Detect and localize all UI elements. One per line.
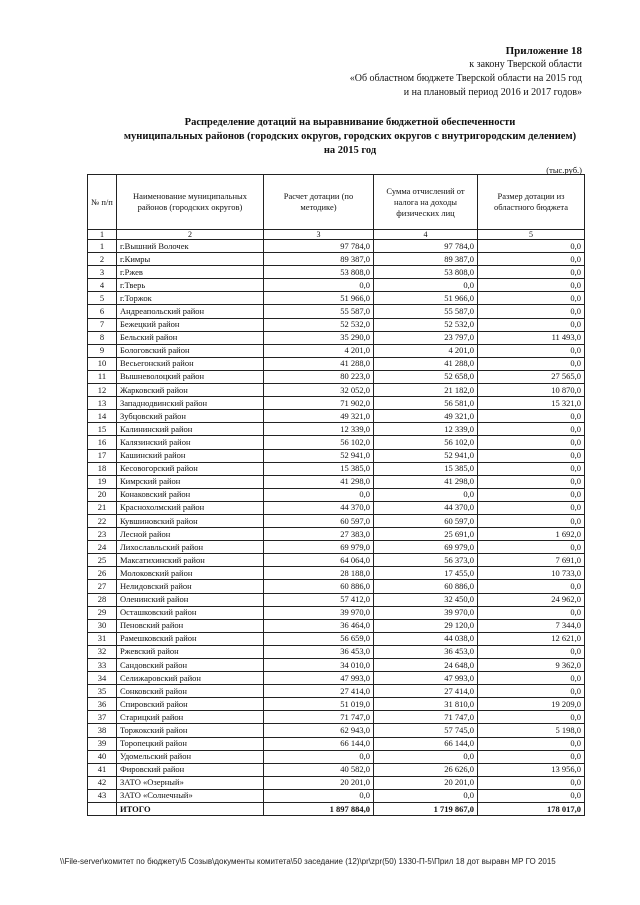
subsidy-amount: 7 344,0 xyxy=(478,619,585,632)
tax-deduction: 15 385,0 xyxy=(374,462,478,475)
calculated-subsidy: 0,0 xyxy=(264,279,374,292)
tax-deduction: 56 581,0 xyxy=(374,397,478,410)
subsidy-amount: 27 565,0 xyxy=(478,370,585,383)
municipality-name: Бологовский район xyxy=(117,344,264,357)
subsidy-amount: 0,0 xyxy=(478,266,585,279)
table-row xyxy=(88,514,585,527)
column-number: 5 xyxy=(478,230,585,240)
calculated-subsidy: 39 970,0 xyxy=(264,606,374,619)
subsidy-amount: 0,0 xyxy=(478,279,585,292)
row-number: 18 xyxy=(88,462,117,475)
municipality-name: Максатихинский район xyxy=(117,554,264,567)
tax-deduction: 29 120,0 xyxy=(374,619,478,632)
row-number: 14 xyxy=(88,410,117,423)
subsidy-amount: 5 198,0 xyxy=(478,724,585,737)
row-number: 40 xyxy=(88,750,117,763)
municipality-name: Нелидовский район xyxy=(117,580,264,593)
row-number: 30 xyxy=(88,619,117,632)
tax-deduction: 57 745,0 xyxy=(374,724,478,737)
subsidy-amount: 0,0 xyxy=(478,488,585,501)
row-number: 25 xyxy=(88,554,117,567)
municipality-name: Рамешковский район xyxy=(117,632,264,645)
tax-deduction: 0,0 xyxy=(374,488,478,501)
row-number: 36 xyxy=(88,698,117,711)
calculated-subsidy: 97 784,0 xyxy=(264,240,374,253)
municipality-name: Молоковский район xyxy=(117,567,264,580)
subsidy-amount: 11 493,0 xyxy=(478,331,585,344)
tax-deduction: 51 966,0 xyxy=(374,292,478,305)
row-number: 28 xyxy=(88,593,117,606)
subsidy-amount: 1 692,0 xyxy=(478,528,585,541)
row-number: 7 xyxy=(88,318,117,331)
table-row xyxy=(88,449,585,462)
total-municipality-name: ИТОГО xyxy=(117,803,264,816)
subsidy-amount: 0,0 xyxy=(478,606,585,619)
tax-deduction: 52 658,0 xyxy=(374,370,478,383)
table-header-row xyxy=(88,175,585,230)
table-row xyxy=(88,331,585,344)
subsidy-amount: 0,0 xyxy=(478,580,585,593)
subsidy-amount: 15 321,0 xyxy=(478,397,585,410)
tax-deduction: 60 886,0 xyxy=(374,580,478,593)
table-row xyxy=(88,462,585,475)
subsidy-amount: 9 362,0 xyxy=(478,659,585,672)
municipality-name: ЗАТО «Солнечный» xyxy=(117,789,264,802)
annex-line-3: и на плановый период 2016 и 2017 годов» xyxy=(403,87,582,98)
file-path-footer: \\File-server\комитет по бюджету\5 Созыв\документы комитета\50 заседание (12)\pr\zpr(50) 1330-П-5\Прил 18 дот выравн МР ГО 2015 xyxy=(60,857,556,866)
header-name: Наименование муниципальных районов (городских округов) xyxy=(117,175,264,230)
table-body xyxy=(88,240,585,816)
table-row xyxy=(88,737,585,750)
subsidy-amount: 0,0 xyxy=(478,449,585,462)
row-number: 20 xyxy=(88,488,117,501)
municipality-name: Фировский район xyxy=(117,763,264,776)
calculated-subsidy: 71 902,0 xyxy=(264,397,374,410)
subsidy-amount: 0,0 xyxy=(478,475,585,488)
table-row xyxy=(88,344,585,357)
municipality-name: Кувшиновский район xyxy=(117,514,264,527)
row-number: 13 xyxy=(88,397,117,410)
table-row xyxy=(88,685,585,698)
tax-deduction: 97 784,0 xyxy=(374,240,478,253)
tax-deduction: 55 587,0 xyxy=(374,305,478,318)
table-row xyxy=(88,593,585,606)
subsidy-amount: 0,0 xyxy=(478,737,585,750)
tax-deduction: 69 979,0 xyxy=(374,541,478,554)
document-title xyxy=(60,116,640,158)
table-row xyxy=(88,410,585,423)
table-row xyxy=(88,619,585,632)
subsidy-amount: 0,0 xyxy=(478,645,585,658)
table-row xyxy=(88,279,585,292)
calculated-subsidy: 36 453,0 xyxy=(264,645,374,658)
municipality-name: Старицкий район xyxy=(117,711,264,724)
tax-deduction: 44 370,0 xyxy=(374,501,478,514)
subsidy-amount: 0,0 xyxy=(478,240,585,253)
subsidy-amount: 0,0 xyxy=(478,410,585,423)
table-row xyxy=(88,567,585,580)
municipality-name: Ржевский район xyxy=(117,645,264,658)
municipality-name: Калязинский район xyxy=(117,436,264,449)
tax-deduction: 41 298,0 xyxy=(374,475,478,488)
calculated-subsidy: 71 747,0 xyxy=(264,711,374,724)
calculated-subsidy: 55 587,0 xyxy=(264,305,374,318)
row-number: 11 xyxy=(88,370,117,383)
subsidy-amount: 24 962,0 xyxy=(478,593,585,606)
column-number: 3 xyxy=(264,230,374,240)
table-row xyxy=(88,554,585,567)
calculated-subsidy: 56 659,0 xyxy=(264,632,374,645)
unit-label: (тыс.руб.) xyxy=(546,165,582,175)
subsidy-amount: 0,0 xyxy=(478,253,585,266)
tax-deduction: 0,0 xyxy=(374,750,478,763)
row-number: 10 xyxy=(88,357,117,370)
table-row xyxy=(88,240,585,253)
row-number: 31 xyxy=(88,632,117,645)
tax-deduction: 44 038,0 xyxy=(374,632,478,645)
table-row xyxy=(88,436,585,449)
table-row xyxy=(88,711,585,724)
calculated-subsidy: 49 321,0 xyxy=(264,410,374,423)
subsidy-amount: 19 209,0 xyxy=(478,698,585,711)
tax-deduction: 31 810,0 xyxy=(374,698,478,711)
table-row xyxy=(88,384,585,397)
row-number: 16 xyxy=(88,436,117,449)
tax-deduction: 56 102,0 xyxy=(374,436,478,449)
table-row xyxy=(88,698,585,711)
row-number: 23 xyxy=(88,528,117,541)
municipality-name: Западнодвинский район xyxy=(117,397,264,410)
table-row xyxy=(88,423,585,436)
tax-deduction: 47 993,0 xyxy=(374,672,478,685)
tax-deduction: 26 626,0 xyxy=(374,763,478,776)
municipality-name: Лесной район xyxy=(117,528,264,541)
municipality-name: Сонковский район xyxy=(117,685,264,698)
row-number: 8 xyxy=(88,331,117,344)
row-number: 37 xyxy=(88,711,117,724)
calculated-subsidy: 36 464,0 xyxy=(264,619,374,632)
column-number: 2 xyxy=(117,230,264,240)
municipality-name: Спировский район xyxy=(117,698,264,711)
calculated-subsidy: 52 532,0 xyxy=(264,318,374,331)
calculated-subsidy: 27 383,0 xyxy=(264,528,374,541)
tax-deduction: 39 970,0 xyxy=(374,606,478,619)
annex-header xyxy=(350,44,582,100)
calculated-subsidy: 35 290,0 xyxy=(264,331,374,344)
table-row xyxy=(88,266,585,279)
calculated-subsidy: 53 808,0 xyxy=(264,266,374,279)
row-number: 15 xyxy=(88,423,117,436)
tax-deduction: 60 597,0 xyxy=(374,514,478,527)
row-number: 29 xyxy=(88,606,117,619)
table-row xyxy=(88,370,585,383)
calculated-subsidy: 15 385,0 xyxy=(264,462,374,475)
tax-deduction: 12 339,0 xyxy=(374,423,478,436)
tax-deduction: 52 532,0 xyxy=(374,318,478,331)
table-row xyxy=(88,789,585,802)
tax-deduction: 41 288,0 xyxy=(374,357,478,370)
table-row xyxy=(88,606,585,619)
municipality-name: Селижаровский район xyxy=(117,672,264,685)
header-calculation: Расчет дотации (по методике) xyxy=(264,175,374,230)
municipality-name: Кашинский район xyxy=(117,449,264,462)
table-row xyxy=(88,475,585,488)
tax-deduction: 4 201,0 xyxy=(374,344,478,357)
row-number: 6 xyxy=(88,305,117,318)
municipality-name: Удомельский район xyxy=(117,750,264,763)
tax-deduction: 56 373,0 xyxy=(374,554,478,567)
column-number: 4 xyxy=(374,230,478,240)
table-row xyxy=(88,501,585,514)
row-number: 21 xyxy=(88,501,117,514)
row-number: 9 xyxy=(88,344,117,357)
subsidy-amount: 13 956,0 xyxy=(478,763,585,776)
row-number: 1 xyxy=(88,240,117,253)
subsidy-amount: 0,0 xyxy=(478,423,585,436)
tax-deduction: 66 144,0 xyxy=(374,737,478,750)
calculated-subsidy: 4 201,0 xyxy=(264,344,374,357)
calculated-subsidy: 62 943,0 xyxy=(264,724,374,737)
table-row xyxy=(88,488,585,501)
subsidy-amount: 0,0 xyxy=(478,685,585,698)
calculated-subsidy: 44 370,0 xyxy=(264,501,374,514)
municipality-name: Кимрский район xyxy=(117,475,264,488)
row-number: 4 xyxy=(88,279,117,292)
row-number: 27 xyxy=(88,580,117,593)
municipality-name: г.Ржев xyxy=(117,266,264,279)
row-number: 35 xyxy=(88,685,117,698)
total-tax-deduction: 1 719 867,0 xyxy=(374,803,478,816)
total-subsidy-amount: 178 017,0 xyxy=(478,803,585,816)
municipality-name: г.Торжок xyxy=(117,292,264,305)
tax-deduction: 21 182,0 xyxy=(374,384,478,397)
row-number: 26 xyxy=(88,567,117,580)
row-number: 34 xyxy=(88,672,117,685)
calculated-subsidy: 56 102,0 xyxy=(264,436,374,449)
table-row xyxy=(88,763,585,776)
calculated-subsidy: 41 288,0 xyxy=(264,357,374,370)
document-title-line-1: Распределение дотаций на выравнивание бюджетной обеспеченности xyxy=(184,117,516,128)
table-row xyxy=(88,253,585,266)
subsidy-amount: 0,0 xyxy=(478,789,585,802)
municipality-name: Зубцовский район xyxy=(117,410,264,423)
table-row xyxy=(88,724,585,737)
municipality-name: ЗАТО «Озерный» xyxy=(117,776,264,789)
tax-deduction: 23 797,0 xyxy=(374,331,478,344)
table-row xyxy=(88,292,585,305)
header-subsidy: Размер дотации из областного бюджета xyxy=(478,175,585,230)
tax-deduction: 25 691,0 xyxy=(374,528,478,541)
tax-deduction: 20 201,0 xyxy=(374,776,478,789)
column-number: 1 xyxy=(88,230,117,240)
calculated-subsidy: 0,0 xyxy=(264,789,374,802)
calculated-subsidy: 41 298,0 xyxy=(264,475,374,488)
calculated-subsidy: 34 010,0 xyxy=(264,659,374,672)
header-number: № п/п xyxy=(88,175,117,230)
document-title-line-2: муниципальных районов (городских округов, городских округов с внутригородским делением) xyxy=(123,131,577,142)
tax-deduction: 27 414,0 xyxy=(374,685,478,698)
tax-deduction: 17 455,0 xyxy=(374,567,478,580)
column-number-row xyxy=(88,230,585,240)
row-number: 22 xyxy=(88,514,117,527)
subsidy-amount: 0,0 xyxy=(478,357,585,370)
table-row xyxy=(88,357,585,370)
table-row xyxy=(88,305,585,318)
row-number: 41 xyxy=(88,763,117,776)
tax-deduction: 49 321,0 xyxy=(374,410,478,423)
subsidy-amount: 0,0 xyxy=(478,776,585,789)
municipality-name: Осташковский район xyxy=(117,606,264,619)
municipality-name: Калининский район xyxy=(117,423,264,436)
row-number: 38 xyxy=(88,724,117,737)
municipality-name: Жарковский район xyxy=(117,384,264,397)
municipality-name: Торжокский район xyxy=(117,724,264,737)
calculated-subsidy: 64 064,0 xyxy=(264,554,374,567)
table-row xyxy=(88,659,585,672)
total-row xyxy=(88,803,585,816)
calculated-subsidy: 80 223,0 xyxy=(264,370,374,383)
calculated-subsidy: 12 339,0 xyxy=(264,423,374,436)
calculated-subsidy: 40 582,0 xyxy=(264,763,374,776)
header-tax-deductions: Сумма отчислений от налога на доходы физических лиц xyxy=(374,175,478,230)
tax-deduction: 52 941,0 xyxy=(374,449,478,462)
subsidy-amount: 0,0 xyxy=(478,672,585,685)
row-number: 43 xyxy=(88,789,117,802)
table-row xyxy=(88,528,585,541)
row-number: 17 xyxy=(88,449,117,462)
subsidy-amount: 0,0 xyxy=(478,711,585,724)
subsidy-amount: 0,0 xyxy=(478,501,585,514)
row-number: 39 xyxy=(88,737,117,750)
calculated-subsidy: 47 993,0 xyxy=(264,672,374,685)
municipality-name: Бельский район xyxy=(117,331,264,344)
subsidy-amount: 10 733,0 xyxy=(478,567,585,580)
municipality-name: Лихославльский район xyxy=(117,541,264,554)
tax-deduction: 0,0 xyxy=(374,279,478,292)
tax-deduction: 32 450,0 xyxy=(374,593,478,606)
municipality-name: Бежецкий район xyxy=(117,318,264,331)
tax-deduction: 0,0 xyxy=(374,789,478,802)
table-row xyxy=(88,632,585,645)
row-number: 42 xyxy=(88,776,117,789)
subsidy-amount: 7 691,0 xyxy=(478,554,585,567)
total-row-number xyxy=(88,803,117,816)
municipality-name: г.Кимры xyxy=(117,253,264,266)
calculated-subsidy: 60 886,0 xyxy=(264,580,374,593)
municipality-name: Сандовский район xyxy=(117,659,264,672)
calculated-subsidy: 32 052,0 xyxy=(264,384,374,397)
table-row xyxy=(88,580,585,593)
table-row xyxy=(88,318,585,331)
municipality-name: Оленинский район xyxy=(117,593,264,606)
municipality-name: Конаковский район xyxy=(117,488,264,501)
table-row xyxy=(88,672,585,685)
tax-deduction: 71 747,0 xyxy=(374,711,478,724)
row-number: 19 xyxy=(88,475,117,488)
tax-deduction: 24 648,0 xyxy=(374,659,478,672)
table-row xyxy=(88,750,585,763)
calculated-subsidy: 69 979,0 xyxy=(264,541,374,554)
annex-line-2: «Об областном бюджете Тверской области на 2015 год xyxy=(349,73,582,84)
tax-deduction: 36 453,0 xyxy=(374,645,478,658)
subsidy-amount: 0,0 xyxy=(478,750,585,763)
calculated-subsidy: 89 387,0 xyxy=(264,253,374,266)
row-number: 3 xyxy=(88,266,117,279)
subsidy-amount: 0,0 xyxy=(478,514,585,527)
municipality-name: Весьегонский район xyxy=(117,357,264,370)
calculated-subsidy: 28 188,0 xyxy=(264,567,374,580)
subsidy-amount: 0,0 xyxy=(478,344,585,357)
calculated-subsidy: 66 144,0 xyxy=(264,737,374,750)
tax-deduction: 53 808,0 xyxy=(374,266,478,279)
subsidy-amount: 12 621,0 xyxy=(478,632,585,645)
annex-title: Приложение 18 xyxy=(505,45,582,57)
municipality-name: Торопецкий район xyxy=(117,737,264,750)
subsidy-amount: 0,0 xyxy=(478,305,585,318)
row-number: 24 xyxy=(88,541,117,554)
municipality-name: Андреапольский район xyxy=(117,305,264,318)
municipality-name: Краснохолмский район xyxy=(117,501,264,514)
calculated-subsidy: 20 201,0 xyxy=(264,776,374,789)
row-number: 32 xyxy=(88,645,117,658)
tax-deduction: 89 387,0 xyxy=(374,253,478,266)
table-row xyxy=(88,776,585,789)
subsidy-table xyxy=(87,174,585,816)
subsidy-amount: 0,0 xyxy=(478,436,585,449)
calculated-subsidy: 60 597,0 xyxy=(264,514,374,527)
annex-line-1: к закону Тверской области xyxy=(469,59,582,70)
calculated-subsidy: 52 941,0 xyxy=(264,449,374,462)
calculated-subsidy: 51 966,0 xyxy=(264,292,374,305)
calculated-subsidy: 51 019,0 xyxy=(264,698,374,711)
subsidy-amount: 10 870,0 xyxy=(478,384,585,397)
total-calculated-subsidy: 1 897 884,0 xyxy=(264,803,374,816)
row-number: 12 xyxy=(88,384,117,397)
table-row xyxy=(88,397,585,410)
subsidy-amount: 0,0 xyxy=(478,541,585,554)
subsidy-amount: 0,0 xyxy=(478,318,585,331)
subsidy-amount: 0,0 xyxy=(478,462,585,475)
calculated-subsidy: 27 414,0 xyxy=(264,685,374,698)
table-row xyxy=(88,645,585,658)
municipality-name: г.Вышний Волочек xyxy=(117,240,264,253)
municipality-name: Кесовогорский район xyxy=(117,462,264,475)
subsidy-amount: 0,0 xyxy=(478,292,585,305)
municipality-name: Вышневолоцкий район xyxy=(117,370,264,383)
document-title-line-3: на 2015 год xyxy=(323,145,377,156)
table-row xyxy=(88,541,585,554)
calculated-subsidy: 57 412,0 xyxy=(264,593,374,606)
municipality-name: г.Тверь xyxy=(117,279,264,292)
municipality-name: Пеновский район xyxy=(117,619,264,632)
calculated-subsidy: 0,0 xyxy=(264,750,374,763)
row-number: 5 xyxy=(88,292,117,305)
calculated-subsidy: 0,0 xyxy=(264,488,374,501)
row-number: 33 xyxy=(88,659,117,672)
row-number: 2 xyxy=(88,253,117,266)
